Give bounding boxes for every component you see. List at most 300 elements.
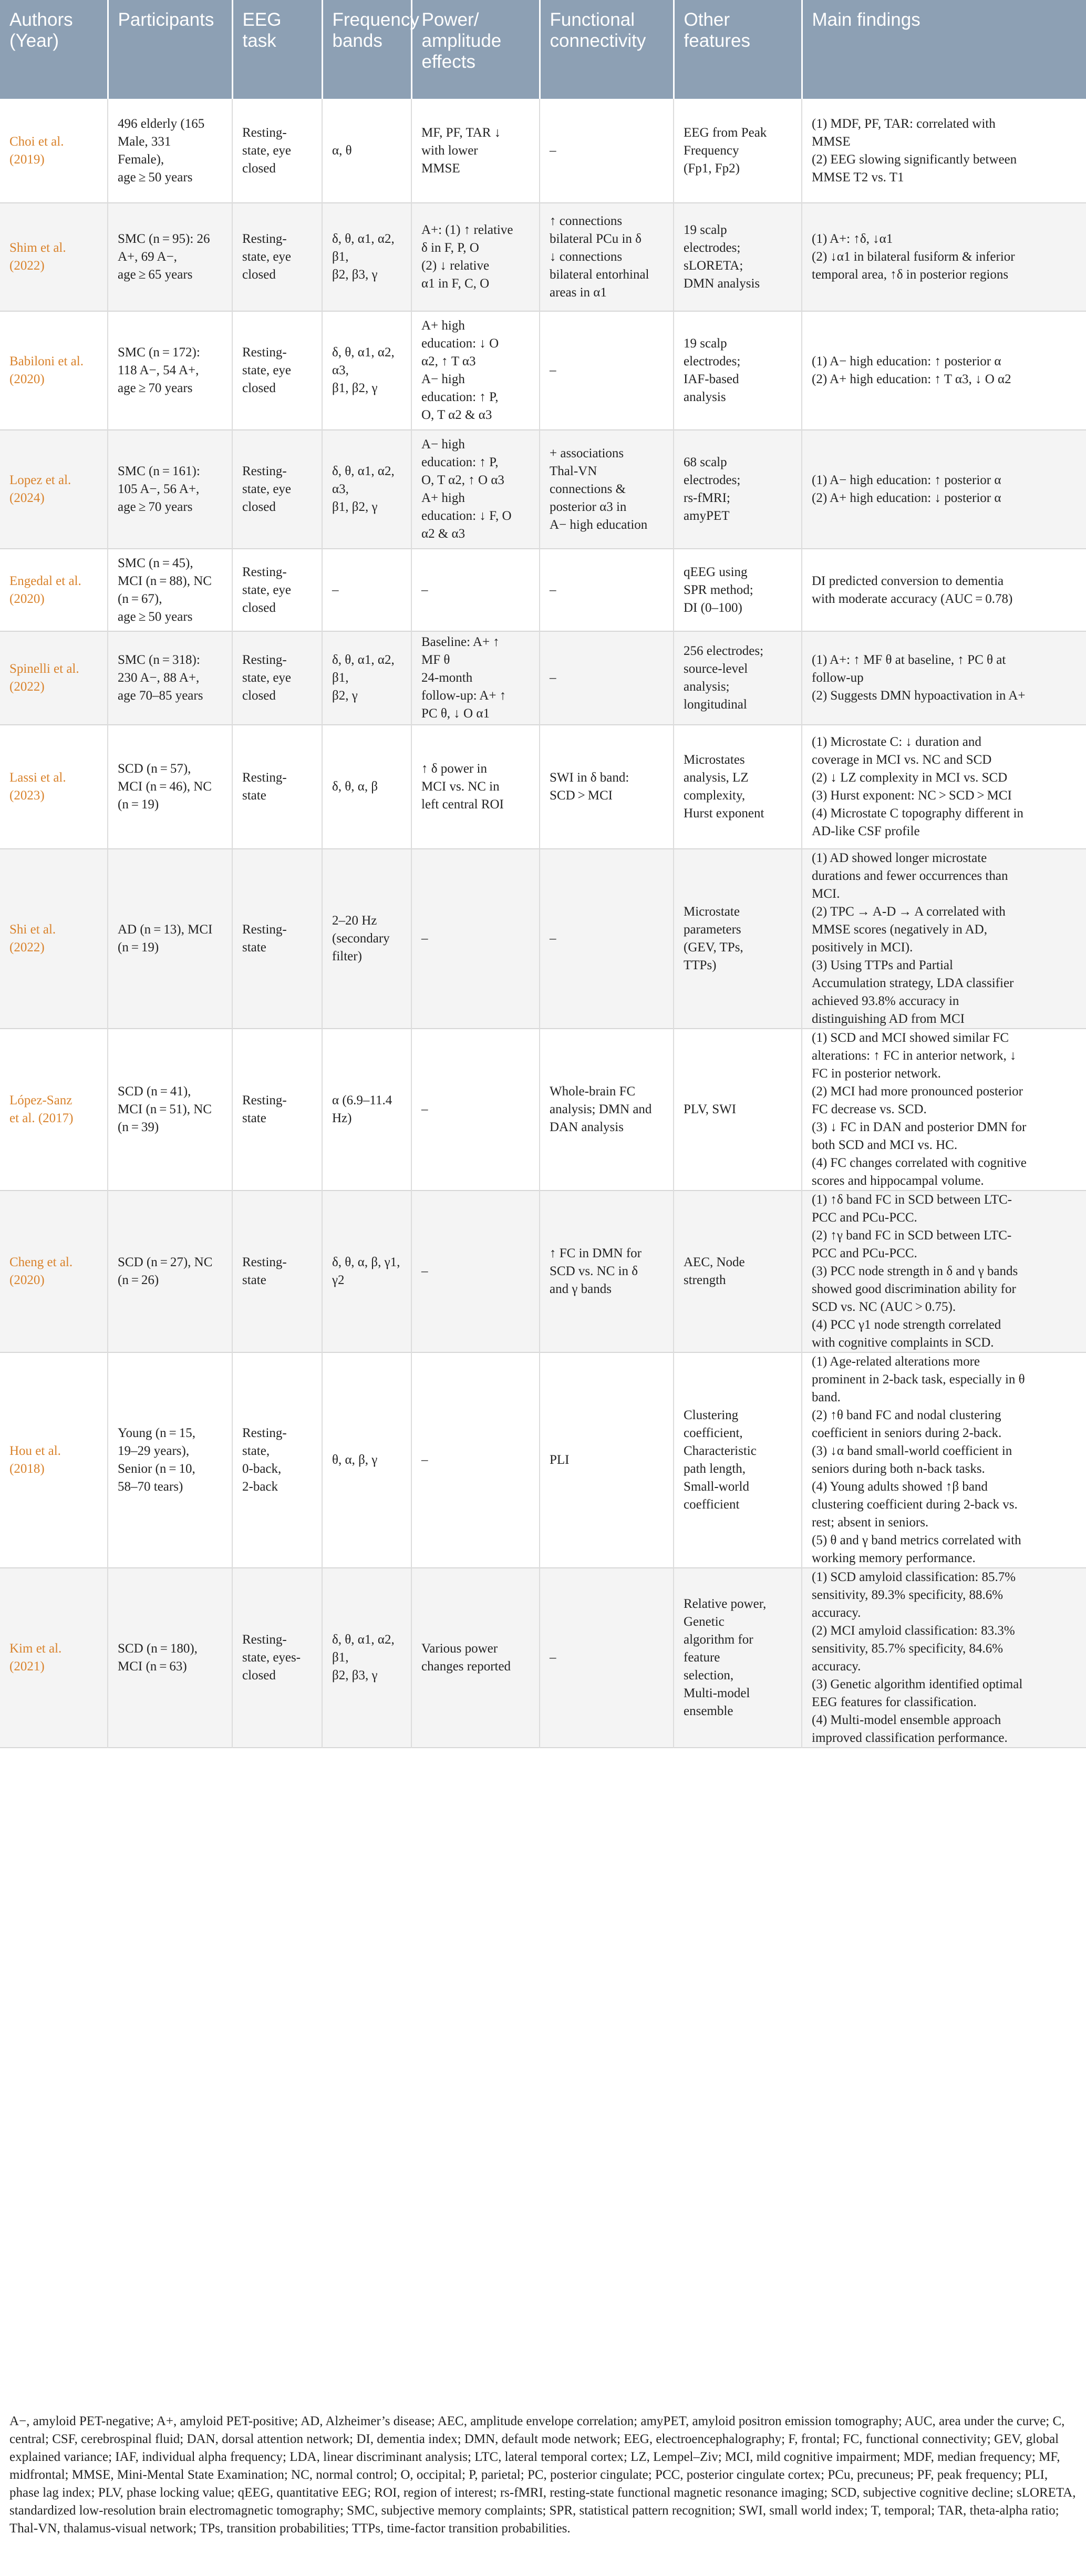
cell-line: Resting- bbox=[242, 1633, 287, 1647]
main-findings-cell bbox=[802, 430, 1086, 549]
cell-line: – bbox=[421, 582, 428, 597]
cell-line: Resting- bbox=[242, 345, 287, 360]
frequency-bands-cell bbox=[322, 631, 411, 725]
cell-line: Whole-brain FC bbox=[550, 1084, 636, 1099]
cell-line: ↑ FC in DMN for bbox=[550, 1246, 642, 1260]
cell-line: – bbox=[550, 582, 556, 597]
cell-line: Frequency bbox=[684, 143, 739, 158]
cell-line: Resting- bbox=[242, 565, 287, 579]
cell-line: (3) ↓ FC in DAN and posterior DMN for bbox=[812, 1120, 1027, 1134]
cell-line: posterior α3 in bbox=[550, 500, 627, 514]
functional-connectivity-cell bbox=[540, 311, 674, 430]
header-line: features bbox=[684, 30, 750, 51]
participants-cell bbox=[108, 99, 232, 203]
cell-line: 256 electrodes; bbox=[684, 644, 764, 658]
other-features-cell bbox=[674, 1568, 802, 1748]
cell-line: α2 & α3 bbox=[421, 527, 466, 541]
table-row bbox=[0, 725, 1086, 849]
header-line: Power/ bbox=[421, 9, 479, 30]
cell-line: electrodes; bbox=[684, 473, 741, 487]
header-line: effects bbox=[421, 52, 475, 72]
cell-line: δ, θ, α1, α2, β1, bbox=[332, 653, 395, 685]
cell-line: (2) MCI had more pronounced posterior bbox=[812, 1084, 1023, 1099]
cell-line: positively in MCI). bbox=[812, 940, 913, 955]
cell-line: – bbox=[550, 1650, 556, 1665]
cell-line: state, bbox=[242, 1444, 270, 1458]
cell-line: PCC and PCu-PCC. bbox=[812, 1246, 917, 1260]
cell-line: SMC (n = 95): 26 bbox=[118, 232, 210, 246]
cell-line: (3) ↓α band small-world coefficient in bbox=[812, 1444, 1012, 1458]
other-features-cell bbox=[674, 203, 802, 311]
cell-line: (4) Multi-model ensemble approach bbox=[812, 1713, 1001, 1727]
power-effects-cell bbox=[411, 203, 540, 311]
cell-line: DMN analysis bbox=[684, 276, 760, 291]
cell-line: (1) A− high education: ↑ posterior α bbox=[812, 354, 1001, 368]
cell-line: Resting- bbox=[242, 922, 287, 937]
cell-line: Baseline: A+ ↑ bbox=[421, 635, 500, 649]
cell-line: – bbox=[421, 1264, 428, 1278]
cell-line: education: ↑ P, bbox=[421, 390, 499, 404]
eeg-task-cell bbox=[232, 99, 322, 203]
cell-line: + associations bbox=[550, 446, 624, 460]
header-line: Other bbox=[684, 9, 730, 30]
cell-line: 118 A−, 54 A+, bbox=[118, 363, 199, 377]
cell-line: both SCD and MCI vs. HC. bbox=[812, 1138, 958, 1152]
cell-line: Spinelli et al. bbox=[9, 662, 79, 676]
main-findings-cell bbox=[802, 849, 1086, 1029]
cell-line: coefficient bbox=[684, 1497, 740, 1512]
header-line: (Year) bbox=[9, 30, 59, 51]
cell-line: education: ↑ P, bbox=[421, 455, 499, 469]
cell-line: 230 A−, 88 A+, bbox=[118, 671, 200, 685]
cell-line: DI (0–100) bbox=[684, 600, 742, 615]
cell-line: (GEV, TPs, bbox=[684, 940, 743, 955]
cell-line: δ, θ, α1, α2, β1, bbox=[332, 1633, 395, 1665]
cell-line: analysis, LZ bbox=[684, 771, 749, 785]
cell-line: analysis bbox=[684, 390, 726, 404]
main-findings-cell bbox=[802, 99, 1086, 203]
cell-line: (2) ↓α1 in bilateral fusiform & inferior bbox=[812, 250, 1015, 264]
cell-line: O, T α2, ↑ O α3 bbox=[421, 473, 504, 487]
cell-line: TTPs) bbox=[684, 958, 717, 972]
cell-line: closed bbox=[242, 689, 276, 703]
cell-line: MMSE bbox=[812, 134, 851, 149]
cell-line: Thal-VN bbox=[550, 464, 597, 478]
cell-line: 19–29 years), bbox=[118, 1444, 190, 1458]
cell-line: education: ↓ F, O bbox=[421, 509, 512, 523]
functional-connectivity-cell bbox=[540, 725, 674, 849]
cell-line: changes reported bbox=[421, 1659, 511, 1674]
cell-line: (n = 39) bbox=[118, 1120, 159, 1134]
cell-line: A+ high bbox=[421, 491, 465, 505]
cell-line: β2, β3, γ bbox=[332, 268, 378, 282]
cell-line: qEEG using bbox=[684, 565, 748, 579]
author-cell[interactable] bbox=[0, 1029, 108, 1190]
cell-line: (2) A+ high education: ↑ T α3, ↓ O α2 bbox=[812, 372, 1011, 386]
cell-line: Resting- bbox=[242, 1093, 287, 1107]
cell-line: 24-month bbox=[421, 671, 473, 685]
table-body bbox=[0, 99, 1086, 1748]
cell-line: (n = 67), bbox=[118, 591, 162, 606]
frequency-bands-cell bbox=[322, 1568, 411, 1748]
cell-line: Engedal et al. bbox=[9, 573, 81, 588]
cell-line: improved classification performance. bbox=[812, 1731, 1008, 1745]
cell-line: state bbox=[242, 1273, 266, 1287]
eeg-task-cell bbox=[232, 311, 322, 430]
cell-line: (2) ↓ LZ complexity in MCI vs. SCD bbox=[812, 771, 1008, 785]
cell-line: strength bbox=[684, 1273, 726, 1287]
cell-line: Various power bbox=[421, 1641, 498, 1656]
cell-line: Shim et al. bbox=[9, 241, 66, 255]
cell-line: – bbox=[550, 931, 556, 946]
header-line: connectivity bbox=[550, 30, 646, 51]
participants-cell bbox=[108, 1029, 232, 1190]
cell-line: SCD > MCI bbox=[550, 788, 613, 803]
cell-line: – bbox=[550, 363, 556, 377]
cell-line: (2024) bbox=[9, 491, 45, 505]
cell-line: showed good discrimination ability for bbox=[812, 1282, 1016, 1296]
cell-line: Male, 331 bbox=[118, 134, 171, 149]
cell-line: δ, θ, α, β, γ1, γ2 bbox=[332, 1255, 400, 1287]
main-findings-cell bbox=[802, 725, 1086, 849]
cell-line: state bbox=[242, 940, 266, 955]
header-line: Participants bbox=[118, 9, 214, 30]
cell-line: electrodes; bbox=[684, 354, 741, 368]
cell-line: algorithm for bbox=[684, 1633, 753, 1647]
cell-line: alterations: ↑ FC in anterior network, ↓ bbox=[812, 1049, 1017, 1063]
main-findings-cell bbox=[802, 631, 1086, 725]
cell-line: (5) θ and γ band metrics correlated with bbox=[812, 1533, 1021, 1547]
author-cell[interactable] bbox=[0, 1352, 108, 1568]
eeg-task-cell bbox=[232, 203, 322, 311]
cell-line: (Fp1, Fp2) bbox=[684, 161, 740, 176]
participants-cell bbox=[108, 631, 232, 725]
cell-line: SCD (n = 180), bbox=[118, 1641, 198, 1656]
cell-line: PLI bbox=[550, 1453, 570, 1467]
other-features-cell bbox=[674, 430, 802, 549]
header-frequency-bands bbox=[322, 0, 419, 99]
cell-line: A+: (1) ↑ relative bbox=[421, 223, 513, 237]
main-findings-cell bbox=[802, 311, 1086, 430]
cell-line: sLORETA; bbox=[684, 259, 743, 273]
cell-line: (4) PCC γ1 node strength correlated bbox=[812, 1318, 1001, 1332]
other-features-cell bbox=[674, 631, 802, 725]
participants-cell bbox=[108, 1190, 232, 1352]
table-header-row bbox=[0, 0, 1086, 99]
power-effects-cell bbox=[411, 1029, 540, 1190]
cell-line: (1) A+: ↑ MF θ at baseline, ↑ PC θ at bbox=[812, 653, 1006, 667]
cell-line: δ, θ, α1, α2, α3, bbox=[332, 345, 395, 377]
cell-line: distinguishing AD from MCI bbox=[812, 1012, 965, 1026]
functional-connectivity-cell bbox=[540, 631, 674, 725]
author-cell[interactable] bbox=[0, 1190, 108, 1352]
other-features-cell bbox=[674, 1352, 802, 1568]
main-findings-cell bbox=[802, 549, 1086, 631]
cell-line: PCC and PCu-PCC. bbox=[812, 1210, 917, 1225]
header-functional-connectivity bbox=[540, 0, 674, 99]
table-row bbox=[0, 549, 1086, 631]
cell-line: Microstate bbox=[684, 905, 740, 919]
cell-line: SCD vs. NC (AUC > 0.75). bbox=[812, 1300, 956, 1314]
cell-line: SCD vs. NC in δ bbox=[550, 1264, 638, 1278]
table-row bbox=[0, 1352, 1086, 1568]
functional-connectivity-cell bbox=[540, 549, 674, 631]
cell-line: with lower bbox=[421, 143, 478, 158]
cell-line: SMC (n = 45), bbox=[118, 556, 193, 570]
header-line: Functional bbox=[550, 9, 635, 30]
frequency-bands-cell bbox=[322, 1352, 411, 1568]
cell-line: rs-fMRI; bbox=[684, 491, 730, 505]
main-findings-cell bbox=[802, 1568, 1086, 1748]
cell-line: closed bbox=[242, 500, 276, 514]
functional-connectivity-cell bbox=[540, 430, 674, 549]
cell-line: EEG features for classification. bbox=[812, 1695, 977, 1709]
participants-cell bbox=[108, 849, 232, 1029]
cell-line: age ≥ 65 years bbox=[118, 268, 193, 282]
cell-line: filter) bbox=[332, 949, 362, 963]
frequency-bands-cell bbox=[322, 1190, 411, 1352]
cell-line: state, eyes- bbox=[242, 1650, 301, 1665]
participants-cell bbox=[108, 311, 232, 430]
cell-line: ensemble bbox=[684, 1704, 733, 1718]
main-findings-cell bbox=[802, 1352, 1086, 1568]
cell-line: A− high bbox=[421, 372, 465, 386]
author-cell[interactable] bbox=[0, 549, 108, 631]
cell-line: 19 scalp bbox=[684, 336, 727, 351]
cell-line: Resting- bbox=[242, 232, 287, 246]
cell-line: state bbox=[242, 1111, 266, 1125]
cell-line: β1, β2, γ bbox=[332, 381, 378, 395]
cell-line: β2, β3, γ bbox=[332, 1668, 378, 1682]
cell-line: Lassi et al. bbox=[9, 771, 66, 785]
cell-line: Resting- bbox=[242, 464, 287, 478]
header-line: Authors bbox=[9, 9, 73, 30]
participants-cell bbox=[108, 725, 232, 849]
frequency-bands-cell bbox=[322, 203, 411, 311]
functional-connectivity-cell bbox=[540, 203, 674, 311]
cell-line: age ≥ 70 years bbox=[118, 381, 193, 395]
author-cell[interactable] bbox=[0, 631, 108, 725]
cell-line: δ in F, P, O bbox=[421, 241, 479, 255]
cell-line: MMSE T2 vs. T1 bbox=[812, 170, 904, 184]
eeg-task-cell bbox=[232, 1352, 322, 1568]
cell-line: SCD (n = 27), NC bbox=[118, 1255, 213, 1269]
author-cell[interactable] bbox=[0, 99, 108, 203]
cell-line: age ≥ 70 years bbox=[118, 500, 193, 514]
header-authors bbox=[0, 0, 108, 99]
cell-line: accuracy. bbox=[812, 1659, 861, 1674]
header-line: Frequency bbox=[332, 9, 419, 30]
power-effects-cell bbox=[411, 1568, 540, 1748]
cell-line: closed bbox=[242, 1668, 276, 1682]
functional-connectivity-cell bbox=[540, 1190, 674, 1352]
cell-line: working memory performance. bbox=[812, 1551, 976, 1565]
functional-connectivity-cell bbox=[540, 1029, 674, 1190]
main-findings-cell bbox=[802, 1190, 1086, 1352]
frequency-bands-cell bbox=[322, 99, 411, 203]
cell-line: (4) Young adults showed ↑β band bbox=[812, 1480, 988, 1494]
cell-line: Choi et al. bbox=[9, 134, 64, 149]
power-effects-cell bbox=[411, 849, 540, 1029]
cell-line: FC in posterior network. bbox=[812, 1066, 941, 1081]
cell-line: (2023) bbox=[9, 788, 45, 803]
frequency-bands-cell bbox=[322, 1029, 411, 1190]
cell-line: MCI (n = 46), NC bbox=[118, 779, 212, 794]
cell-line: (3) Using TTPs and Partial bbox=[812, 958, 953, 972]
cell-line: – bbox=[332, 582, 339, 597]
cell-line: et al. (2017) bbox=[9, 1111, 74, 1125]
cell-line: (4) FC changes correlated with cognitive bbox=[812, 1156, 1027, 1170]
cell-line: Resting- bbox=[242, 1255, 287, 1269]
cell-line: (1) Microstate C: ↓ duration and bbox=[812, 735, 981, 749]
cell-line: A+ high bbox=[421, 319, 465, 333]
cell-line: 2-back bbox=[242, 1480, 278, 1494]
functional-connectivity-cell bbox=[540, 99, 674, 203]
cell-line: PLV, SWI bbox=[684, 1102, 737, 1116]
cell-line: Small-world bbox=[684, 1480, 749, 1494]
cell-line: (secondary bbox=[332, 931, 390, 946]
cell-line: α1 in F, C, O bbox=[421, 276, 490, 291]
header-line: task bbox=[242, 30, 276, 51]
cell-line: Female), bbox=[118, 152, 164, 167]
cell-line: coverage in MCI vs. NC and SCD bbox=[812, 753, 992, 767]
cell-line: accuracy. bbox=[812, 1606, 861, 1620]
cell-line: state, eye bbox=[242, 250, 292, 264]
cell-line: sensitivity, 89.3% specificity, 88.6% bbox=[812, 1588, 1004, 1602]
participants-cell bbox=[108, 203, 232, 311]
cell-line: state, eye bbox=[242, 363, 292, 377]
cell-line: Resting- bbox=[242, 1426, 287, 1440]
cell-line: Hou et al. bbox=[9, 1444, 61, 1458]
header-line: Main findings bbox=[812, 9, 920, 30]
cell-line: α2, ↑ T α3 bbox=[421, 354, 476, 368]
cell-line: MCI vs. NC in bbox=[421, 779, 500, 794]
cell-line: achieved 93.8% accuracy in bbox=[812, 994, 959, 1008]
header-eeg-task bbox=[232, 0, 322, 99]
cell-line: ↓ connections bbox=[550, 250, 623, 264]
cell-line: (2022) bbox=[9, 259, 45, 273]
functional-connectivity-cell bbox=[540, 849, 674, 1029]
cell-line: 0-back, bbox=[242, 1462, 282, 1476]
frequency-bands-cell bbox=[322, 430, 411, 549]
author-cell[interactable] bbox=[0, 849, 108, 1029]
cell-line: Genetic bbox=[684, 1615, 725, 1629]
power-effects-cell bbox=[411, 631, 540, 725]
cell-line: López-Sanz bbox=[9, 1093, 73, 1107]
eeg-task-cell bbox=[232, 1029, 322, 1190]
cell-line: AEC, Node bbox=[684, 1255, 745, 1269]
table-row bbox=[0, 311, 1086, 430]
cell-line: connections & bbox=[550, 482, 626, 496]
cell-line: β1, β2, γ bbox=[332, 500, 378, 514]
table-row bbox=[0, 99, 1086, 203]
cell-line: sensitivity, 85.7% specificity, 84.6% bbox=[812, 1641, 1004, 1656]
cell-line: coefficient in seniors during 2-back. bbox=[812, 1426, 1002, 1440]
cell-line: A− high bbox=[421, 437, 465, 451]
cell-line: (2020) bbox=[9, 372, 45, 386]
cell-line: clustering coefficient during 2-back vs. bbox=[812, 1497, 1018, 1512]
cell-line: MCI (n = 51), NC bbox=[118, 1102, 212, 1116]
eeg-task-cell bbox=[232, 430, 322, 549]
cell-line: (3) Hurst exponent: NC > SCD > MCI bbox=[812, 788, 1012, 803]
author-cell[interactable] bbox=[0, 1568, 108, 1748]
cell-line: path length, bbox=[684, 1462, 746, 1476]
eeg-task-cell bbox=[232, 631, 322, 725]
cell-line: – bbox=[421, 1102, 428, 1116]
cell-line: feature bbox=[684, 1650, 720, 1665]
cell-line: Kim et al. bbox=[9, 1641, 62, 1656]
author-cell[interactable] bbox=[0, 203, 108, 311]
table-row bbox=[0, 849, 1086, 1029]
cell-line: 68 scalp bbox=[684, 455, 727, 469]
cell-line: Microstates bbox=[684, 753, 745, 767]
header-line: amplitude bbox=[421, 30, 502, 51]
cell-line: SWI in δ band: bbox=[550, 771, 629, 785]
cell-line: and γ bands bbox=[550, 1282, 612, 1296]
cell-line: longitudinal bbox=[684, 697, 747, 712]
power-effects-cell bbox=[411, 549, 540, 631]
other-features-cell bbox=[674, 1190, 802, 1352]
header-power-effects bbox=[411, 0, 540, 99]
cell-line: SCD (n = 41), bbox=[118, 1084, 191, 1099]
cell-line: MMSE bbox=[421, 161, 460, 176]
cell-line: (1) MDF, PF, TAR: correlated with bbox=[812, 116, 996, 131]
cell-line: SMC (n = 172): bbox=[118, 345, 200, 360]
cell-line: – bbox=[421, 1453, 428, 1467]
author-cell[interactable] bbox=[0, 430, 108, 549]
power-effects-cell bbox=[411, 1352, 540, 1568]
cell-line: (2) ↑θ band FC and nodal clustering bbox=[812, 1408, 1001, 1422]
cell-line: state, eye bbox=[242, 671, 292, 685]
cell-line: Clustering bbox=[684, 1408, 739, 1422]
header-main-findings bbox=[802, 0, 1086, 99]
other-features-cell bbox=[674, 1029, 802, 1190]
cell-line: 19 scalp bbox=[684, 223, 727, 237]
cell-line: follow-up bbox=[812, 671, 864, 685]
cell-line: A+, 69 A−, bbox=[118, 250, 177, 264]
cell-line: SMC (n = 161): bbox=[118, 464, 200, 478]
cell-line: ↑ δ power in bbox=[421, 762, 487, 776]
cell-line: – bbox=[550, 143, 556, 158]
table-row bbox=[0, 203, 1086, 311]
cell-line: FC decrease vs. SCD. bbox=[812, 1102, 927, 1116]
cell-line: θ, α, β, γ bbox=[332, 1453, 378, 1467]
cell-line: (2) A+ high education: ↓ posterior α bbox=[812, 491, 1001, 505]
cell-line: closed bbox=[242, 268, 276, 282]
cell-line: Relative power, bbox=[684, 1597, 767, 1611]
cell-line: 496 elderly (165 bbox=[118, 116, 205, 131]
cell-line: durations and fewer occurrences than bbox=[812, 869, 1008, 883]
other-features-cell bbox=[674, 849, 802, 1029]
power-effects-cell bbox=[411, 430, 540, 549]
power-effects-cell bbox=[411, 311, 540, 430]
cell-line: follow-up: A+ ↑ bbox=[421, 689, 506, 703]
author-cell[interactable] bbox=[0, 311, 108, 430]
cell-line: scores and hippocampal volume. bbox=[812, 1174, 984, 1188]
cell-line: (2) ↓ relative bbox=[421, 259, 490, 273]
cell-line: selection, bbox=[684, 1668, 734, 1682]
table-row bbox=[0, 1029, 1086, 1190]
author-cell[interactable] bbox=[0, 725, 108, 849]
cell-line: electrodes; bbox=[684, 241, 741, 255]
cell-line: (1) ↑δ band FC in SCD between LTC- bbox=[812, 1193, 1012, 1207]
cell-line: Resting- bbox=[242, 653, 287, 667]
cell-line: MF, PF, TAR ↓ bbox=[421, 125, 501, 140]
cell-line: (2) Suggests DMN hypoactivation in A+ bbox=[812, 689, 1026, 703]
cell-line: IAF-based bbox=[684, 372, 739, 386]
cell-line: – bbox=[421, 931, 428, 946]
cell-line: ↑ connections bbox=[550, 214, 623, 228]
